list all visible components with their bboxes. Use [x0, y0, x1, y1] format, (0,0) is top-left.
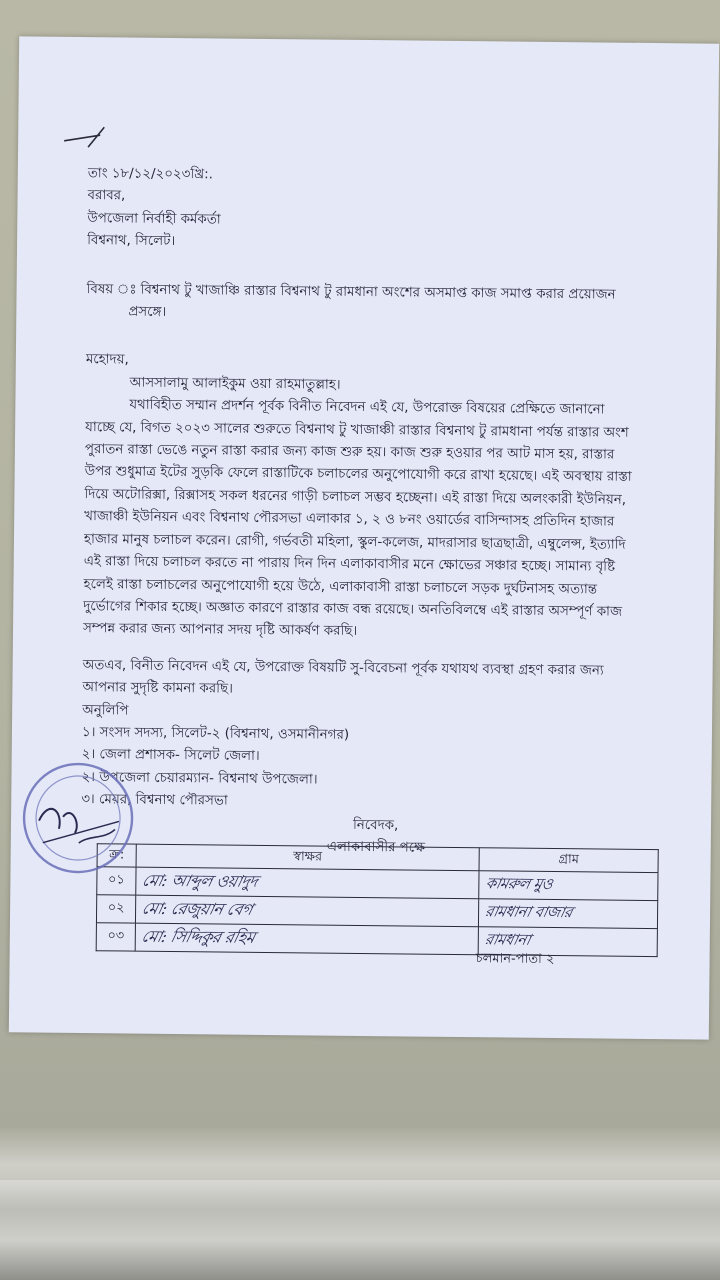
letter-content	[81, 163, 660, 862]
closing-line: অতএব, বিনীত নিবেদন এই যে, উপরোক্ত বিষয়টি সু-বিবেচনা পূর্বক যথাযথ ব্যবস্থা গ্রহণ করার জন্য	[82, 657, 604, 679]
column-header-serial: ক্র:	[97, 844, 136, 867]
greeting: আসসালামু আলাইকুম ওয়া রাহমাতুল্লাহ।	[129, 375, 341, 393]
copy-item: ২। জেলা প্রশাসক- সিলেট জেলা।	[81, 747, 260, 765]
column-header-village: গ্রাম	[479, 848, 658, 873]
subject-text: বিশ্বনাথ টু খাজাঞ্চি রাস্তার বিশ্বনাথ টু রামধানা অংশের অসমাপ্ত কাজ সমাপ্ত করার প্রয়োজন	[140, 282, 616, 303]
sender-line: নিবেদক,	[352, 817, 399, 833]
handwritten-signature: মো: সিদ্দিকুর রহিম	[139, 926, 257, 947]
closing-line: আপনার সুদৃষ্টি কামনা করছি।	[82, 680, 233, 697]
copy-item: ১। সংসদ সদস্য, সিলেট-২ (বিশ্বনাথ, ওসমানীনগর)	[81, 724, 350, 743]
body-line: উপর শুধুমাত্র ইটের সুড়কি ফেলে রাস্তাটিকে চলাচলের অনুপোযোগী করে রাখা হয়েছে। এই অবস্থায় রাস্তা	[84, 464, 632, 486]
body-line: সম্পন্ন করার জন্য আপনার সদয় দৃষ্টি আকর্ষণ করছি।	[82, 621, 358, 640]
signature-cell	[135, 923, 478, 955]
signature-cell	[136, 867, 479, 899]
body-line: পুরাতন রাস্তা ভেঙে নতুন রাস্তা করার জন্য কাজ শুরু হয়। কাজ শুরু হওয়ার পর আট মাস হয়, রাস্তার	[84, 442, 615, 463]
pen-mark-icon	[60, 123, 110, 154]
body-line: হাজার মানুষ চলাচল করেন। রোগী, গর্ভবতী মহিলা, স্কুল-কলেজ, মাদরাসার ছাত্রছাত্রী, এম্বুলেন্স, ইত্যাদি	[83, 531, 626, 553]
letter-date: তাং ১৮/১২/২০২৩খ্রি:.	[87, 166, 214, 183]
body-line: দিয়ে অটোরিক্সা, রিক্সাসহ সকল ধরনের গাড়ী চলাচল সম্ভব হচ্ছেনা। এই রাস্তা দিয়ে অলংকারী ইউনিয়ন,	[84, 486, 627, 508]
handwritten-village: রামধানা বাজার	[483, 902, 574, 922]
copy-item: ২। উপজেলা চেয়ারম্যান- বিশ্বনাথ উপজেলা।	[81, 769, 318, 788]
row-serial: ০২	[96, 895, 135, 923]
body-line: যাচ্ছে যে, বিগত ২০২৩ সালের শুরুতে বিশ্বনাথ টু খাজাঞ্চী রাস্তার বিশ্বনাথ টু রামধানা পর্যন্ত রাস্তার অংশ	[85, 419, 629, 441]
letter-page	[9, 36, 719, 1039]
row-serial: ০৩	[96, 923, 135, 951]
continued-note: চলমান-পাতা ২	[475, 951, 555, 968]
copy-item: ৩। মেয়র, বিশ্বনাথ পৌরসভা	[81, 792, 228, 809]
copy-label: অনুলিপি	[82, 702, 129, 719]
table-surface-edge	[0, 1180, 720, 1280]
signature-table	[96, 843, 659, 957]
table-row	[96, 923, 657, 957]
village-cell	[478, 899, 657, 929]
salutation: মহোদয়,	[85, 352, 129, 368]
column-header-signature: স্বাক্ষর	[136, 844, 479, 871]
subject-line: প্রসঙ্গে।	[128, 304, 167, 320]
handwritten-village: রামধানা	[483, 930, 533, 949]
addressee-line: উপজেলা নির্বাহী কর্মকর্তা	[87, 210, 221, 228]
row-serial: ০১	[97, 867, 136, 895]
body-line: যথাবিহীত সম্মান প্রদর্শন পূর্বক বিনীত নিবেদন এই যে, উপরোক্ত বিষয়ের প্রেক্ষিতে জানানো	[129, 397, 605, 418]
handwritten-signature: মো: আব্দুল ওয়াদুদ	[140, 870, 260, 891]
addressee-line: বরাবর,	[87, 188, 126, 204]
signature-cell	[135, 895, 478, 927]
body-line: দুর্ভোগের শিকার হচ্ছে। অজ্ঞাত কারণে রাস্তার কাজ বন্ধ রয়েছে। অনতিবিলম্বে এই রাস্তার অসম্পূর্ণ কাজ	[83, 598, 623, 620]
body-line: এই রাস্তা দিয়ে চলাচল করতে না পারায় দিন দিন এলাকাবাসীর মনে ক্ষোভের সঞ্চার হচ্ছে। সামান্য বৃষ্টি	[83, 554, 616, 575]
handwritten-village: কামরুল মুও	[483, 874, 555, 893]
village-cell	[479, 871, 658, 901]
received-stamp-icon	[18, 758, 137, 877]
subject-label: বিষয় ঃ	[86, 281, 137, 298]
handwritten-signature: মো: রেজুয়ান বেগ	[140, 898, 255, 919]
body-line: খাজাঞ্চী ইউনিয়ন এবং বিশ্বনাথ পৌরসভা এলাকার ১, ২ ও ৮নং ওয়ার্ডের বাসিন্দাসহ প্রতিদিন হাজার	[84, 509, 615, 530]
body-line: হলেই রাস্তা চলাচলের অনুপোযোগী হয়ে উঠে, এলাকাবাসী রাস্তা চলাচলে সড়ক দুর্ঘটনাসহ অত্যান্ত	[83, 576, 598, 597]
sender-line: এলাকাবাসীর পক্ষে	[326, 839, 426, 856]
addressee-line: বিশ্বনাথ, সিলেট।	[87, 233, 176, 250]
